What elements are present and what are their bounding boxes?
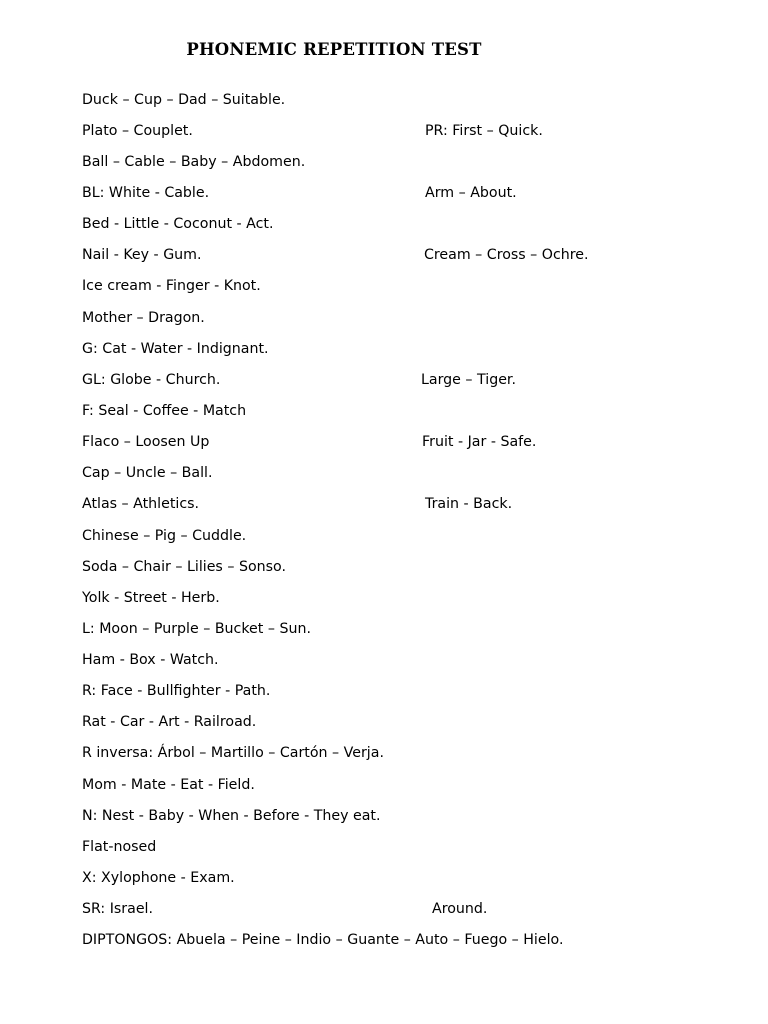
word-list-line bbox=[0, 370, 768, 390]
line-right-text: Large – Tiger. bbox=[421, 372, 516, 388]
word-list-line bbox=[0, 463, 768, 483]
word-list-line bbox=[0, 619, 768, 639]
line-left-text: Duck – Cup – Dad – Suitable. bbox=[82, 92, 286, 108]
word-list-line bbox=[0, 868, 768, 888]
word-list-line bbox=[0, 806, 768, 826]
word-list-line bbox=[0, 90, 768, 110]
line-left-text: Chinese – Pig – Cuddle. bbox=[82, 528, 247, 544]
line-left-text: X: Xylophone - Exam. bbox=[82, 870, 235, 886]
line-left-text: R inversa: Árbol – Martillo – Cartón – Verja. bbox=[82, 745, 384, 761]
line-left-text: Flat-nosed bbox=[82, 839, 157, 855]
line-left-text: Plato – Couplet. bbox=[82, 123, 193, 139]
word-list-line bbox=[0, 743, 768, 763]
word-list-line bbox=[0, 557, 768, 577]
line-left-text: G: Cat - Water - Indignant. bbox=[82, 341, 269, 357]
line-right-text: PR: First – Quick. bbox=[425, 123, 543, 139]
line-right-text: Train - Back. bbox=[425, 496, 513, 512]
line-left-text: Cap – Uncle – Ball. bbox=[82, 465, 213, 481]
word-list-line bbox=[0, 276, 768, 296]
line-left-text: Yolk - Street - Herb. bbox=[82, 590, 220, 606]
word-list-line bbox=[0, 681, 768, 701]
word-list-line bbox=[0, 930, 768, 950]
line-left-text: R: Face - Bullfighter - Path. bbox=[82, 683, 271, 699]
word-list-line bbox=[0, 650, 768, 670]
word-list-line bbox=[0, 308, 768, 328]
line-right-text: Cream – Cross – Ochre. bbox=[424, 247, 589, 263]
word-list-line bbox=[0, 214, 768, 234]
word-list-line bbox=[0, 526, 768, 546]
word-list-line bbox=[0, 494, 768, 514]
line-left-text: L: Moon – Purple – Bucket – Sun. bbox=[82, 621, 311, 637]
line-right-text: Arm – About. bbox=[425, 185, 517, 201]
line-left-text: Mother – Dragon. bbox=[82, 310, 205, 326]
line-right-text: Fruit - Jar - Safe. bbox=[422, 434, 537, 450]
word-list-line bbox=[0, 245, 768, 265]
line-left-text: Soda – Chair – Lilies – Sonso. bbox=[82, 559, 286, 575]
line-left-text: Ham - Box - Watch. bbox=[82, 652, 219, 668]
word-list-line bbox=[0, 183, 768, 203]
line-left-text: Flaco – Loosen Up bbox=[82, 434, 210, 450]
word-list-line bbox=[0, 121, 768, 141]
line-left-text: Mom - Mate - Eat - Field. bbox=[82, 777, 255, 793]
line-left-text: DIPTONGOS: Abuela – Peine – Indio – Guante – Auto – Fuego – Hielo. bbox=[82, 932, 564, 948]
line-left-text: F: Seal - Coffee - Match bbox=[82, 403, 247, 419]
line-left-text: N: Nest - Baby - When - Before - They eat. bbox=[82, 808, 381, 824]
line-left-text: Ball – Cable – Baby – Abdomen. bbox=[82, 154, 306, 170]
line-left-text: GL: Globe - Church. bbox=[82, 372, 221, 388]
line-left-text: Atlas – Athletics. bbox=[82, 496, 200, 512]
word-list-line bbox=[0, 432, 768, 452]
word-list-line bbox=[0, 712, 768, 732]
word-list-line bbox=[0, 588, 768, 608]
line-left-text: SR: Israel. bbox=[82, 901, 153, 917]
line-right-text: Around. bbox=[432, 901, 488, 917]
line-left-text: Rat - Car - Art - Railroad. bbox=[82, 714, 257, 730]
word-list-line bbox=[0, 899, 768, 919]
line-left-text: BL: White - Cable. bbox=[82, 185, 210, 201]
word-list-line bbox=[0, 339, 768, 359]
line-left-text: Bed - Little - Coconut - Act. bbox=[82, 216, 274, 232]
word-list-line bbox=[0, 837, 768, 857]
word-list-line bbox=[0, 152, 768, 172]
page-title: PHONEMIC REPETITION TEST bbox=[186, 40, 482, 59]
word-list-line bbox=[0, 401, 768, 421]
line-left-text: Ice cream - Finger - Knot. bbox=[82, 278, 261, 294]
line-left-text: Nail - Key - Gum. bbox=[82, 247, 202, 263]
word-list-line bbox=[0, 775, 768, 795]
